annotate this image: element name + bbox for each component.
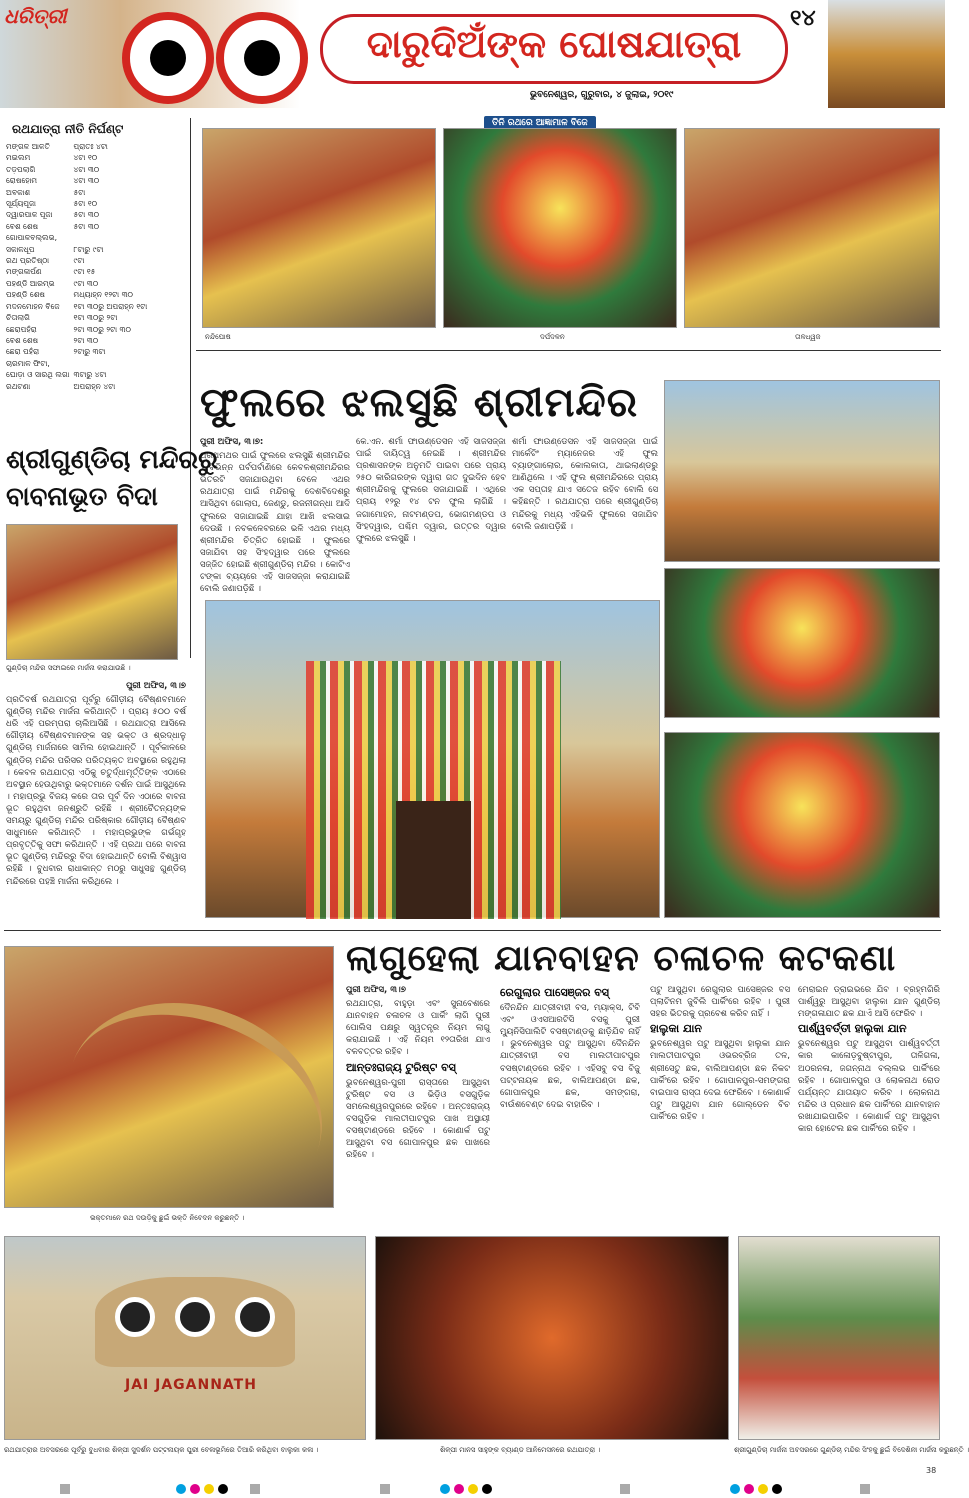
schedule-row (4, 381, 149, 392)
masthead-right-art (828, 0, 945, 108)
schedule-time: ୪ଟା ୩୦ (73, 176, 100, 186)
photo-foreign-devotee-lion (738, 1236, 940, 1440)
story3-col4-text: ମେରାଇନ ଡ୍ରାଇଭରେ ଯିବ । ବ୍ରହ୍ମଗିରି ପାର୍ଶ୍ୱରୁ ଆସୁଥିବା ହାଲୁକା ଯାନ ଗୁଣ୍ଡିଚା ମଙ୍ଗଳାଯାତ ଛକ ଯାଏଁ ଆସି ଫେରିବ । (798, 985, 940, 1020)
story3-sub2: ରେଗୁଲାର ପାସେଞ୍ଜର ବସ୍ (500, 986, 609, 999)
sidebar-divider (190, 118, 191, 658)
schedule-ritual: ଅବକାଶ (6, 187, 31, 197)
mid-divider (4, 930, 941, 931)
story3-sub4: ପାର୍ଶ୍ୱବର୍ତ୍ତୀ ହାଲୁକା ଯାନ (798, 1022, 907, 1036)
story1-col2 (356, 436, 506, 596)
schedule-row (4, 175, 149, 186)
story1-col1-text: ପ୍ରଥମଥର ପାଇଁ ଫୁଲରେ ଝଲସୁଛି ଶ୍ରୀମନ୍ଦିର । ବିଭିନ୍ନ ପର୍ବପର୍ବାଣିରେ କେବଳଶ୍ରୀମନ୍ଦିରର ଭିତରଟି ସଜାଯାଉଥିବା ବେଳେ ଏଥର ରଥଯାତ୍ରା ପାଇଁ ମନ୍ଦିରକୁ ଦେଶବିଦେଶରୁ ଆସିଥିବା ଗୋଲାପ, ଜେଣ୍ଡୁ, ରଜନୀଗନ୍ଧା ଆଦି ଫୁଲରେ ସଜାଯାଇଛି ଯାହା ଆଖି ଝଲସାଇ ଦେଉଛି । ନବକଳେବରରେ ଭଳି ଏଥର ମଧ୍ୟ ଶ୍ରୀମନ୍ଦିର ଚିତ୍ରିତ ହୋଇଛି । ଫୁଲରେ ସଜାଯିବା ସହ ସିଂହଦ୍ୱାର ପରେ ଫୁଲରେ ସଜ୍ଜିତ ହୋଇଛି ଶ୍ରୀଗୁଣ୍ଡିଚା ମନ୍ଦିର । କୋଟିଏ ଟଙ୍କା ବ୍ୟୟରେ ଏହି ସାଜସଜ୍ଜା କରାଯାଇଛି ବୋଲି ଜଣାପଡ଼ିଛି । (200, 451, 350, 595)
schedule-row (4, 209, 149, 220)
story2-body-text: ପ୍ରତିବର୍ଷ ରଥଯାତ୍ରା ପୂର୍ବରୁ ଗୌଡ଼ୀୟ ବୈଷ୍ଣବମାନେ ଗୁଣ୍ଡିଚା ମନ୍ଦିର ମାର୍ଜନା କରିଥାନ୍ତି । ପ୍ରାୟ ୫୦୦ ବର୍ଷ ଧରି ଏହି ପରମ୍ପରା ଚାଲିଆସିଛି । ରଥଯାତ୍ରା ଆସିଲେ ଗୌଡ଼ୀୟ ବୈଷ୍ଣବମାନଙ୍କ ସହ ଭକ୍ତ ଓ ଶ୍ରଦ୍ଧାଳୁ ଗୁଣ୍ଡିଚା ମାର୍ଜନାରେ ସାମିଲ ହୋଇଥାନ୍ତି । ପୂର୍ବକାଳରେ ଗୁଣ୍ଡିଚା ମନ୍ଦିର ପରିସର ପରିତ୍ୟକ୍ତ ଅବସ୍ଥାରେ ରହୁଥିଲା । କେବଳ ରଥଯାତ୍ରା ଏଠିକୁ ଚତୁର୍ଦ୍ଧାମୂର୍ତ୍ତିଙ୍କ ଏଠାରେ ଅବସ୍ଥାନ ହେଉଥିବାରୁ ଭକ୍ତମାନେ ଦର୍ଶନ ପାଇଁ ଆସୁଥିଲେ । ମହାପ୍ରଭୁ ବିଜୟ କରେ ତାର ପୂର୍ବ ଦିନ ଏଠାରେ ବାବନା ଭୂତ ରହୁଥିବା ଜନଶ୍ରୁତି ରହିଛି । ଶ୍ରୀଚୈତନ୍ୟଙ୍କ ସମୟରୁ ଗୁଣ୍ଡିଚା ମନ୍ଦିର ପରିଷ୍କାର ଗୌଡ଼ୀୟ ବୈଷ୍ଣବ ସାଧୁମାନେ କରିଥାନ୍ତି । ମହାପ୍ରଭୁଙ୍କ ଗର୍ଭଗୃହ ପ୍ରବୃତ୍ତିକୁ ସଫା କରିଥାନ୍ତି । ଏହି ପ୍ରଥା ପରେ ବାବନା ଭୂତ ଗୁଣ୍ଡିଚା ମନ୍ଦିରରୁ ବିଦା ହୋଇଥାନ୍ତି ବୋଲି ବିଶ୍ୱାସ ରହିଛି । ବୁଧବାର ରାଧାକାନ୍ତ ମଠରୁ ସାଧୁସନ୍ଥ ଗୁଣ୍ଡିଚା ମନ୍ଦିରରେ ପହଞ୍ଚି ମାର୍ଜନା କରିଥିଲେ । (6, 695, 186, 887)
schedule-row (4, 358, 149, 369)
registration-marks (0, 1480, 945, 1498)
caption-nandighosa: ନନ୍ଦିଘୋଷ (205, 333, 231, 341)
masthead-title: ଦାରୁଦିଅଁଙ୍କ ଘୋଷଯାତ୍ରା (366, 22, 742, 66)
schedule-row (4, 312, 149, 323)
story3-dateline: ପୁରୀ ଅଫିସ, ୩।୭ (346, 985, 406, 995)
story3-col2-text: ଦୈନନ୍ଦିନ ଯାତ୍ରୀବାହୀ ବସ, ମ୍ୟାକ୍ସ, ଟିବି ଏବଂ ଓଏସଆରଟିସି ବସକୁ ପୁରୀ ମ୍ୟୁନିସିପାଲିଟି ବସଷ୍ଟାଣ୍ଡକୁ ଛାଡ଼ିଯିବ ନାହିଁ । ଭୁବନେଶ୍ୱର ପଟୁ ଆସୁଥିବା ଦୈନନ୍ଦିନ ଯାତ୍ରୀବାହୀ ବସ ମାଲତୀପାଟପୁର ବସଷ୍ଟାଣ୍ଡରେ ରହିବ । ଏହିସବୁ ବସ ବିଜୁ ପଟ୍ଟନାୟକ ଛକ, ବାଲିଆପଣ୍ଡା ଛକ, ଗୋପାଳପୁର ଛକ, ସମଙ୍ଗରା, ବାଉଁଶବେଣ୍ଟ ଦେଇ ବାହାରିବ । (500, 1003, 640, 1110)
schedule-row (4, 346, 149, 357)
page-number: ୧୪ (790, 6, 816, 31)
schedule-time: ମଧ୍ୟାହ୍ନ ୧୨ଟା ୩୦ (73, 290, 134, 300)
caption-rope-devotees: ଭକ୍ତମାନେ ରଥ ଦଉଡ଼ିକୁ ଛୁଇଁ ଭକ୍ତି ନିବେଦନ କରୁଛନ୍ତି । (90, 1214, 245, 1222)
schedule-row (4, 324, 149, 335)
schedule-row (4, 266, 149, 277)
schedule-ritual: ରୋଷହୋମ (6, 176, 38, 186)
schedule-row (4, 244, 149, 255)
schedule-ritual: ଘୋଡ଼ା ଓ ସାରଥି ଲଗା (6, 370, 70, 380)
schedule-ritual: ଦ୍ୱାରପାଳ ପୂଜା (6, 210, 53, 220)
caption-gundicha-cleaning: ଗୁଣ୍ଡିଚା ମନ୍ଦିର ସଫାଇରେ ମାର୍ଜନା କରାଯାଉଛି । (6, 664, 131, 672)
schedule-time: ୯ଟା ୧୫ (73, 267, 96, 277)
story1-headline: ଫୁଲରେ ଝଲସୁଛି ଶ୍ରୀମନ୍ଦିର (200, 380, 639, 426)
dateline: ଭୁବନେଶ୍ୱର, ଗୁରୁବାର, ୪ ଜୁଲାଇ, ୨୦୧୯ (530, 90, 674, 100)
schedule-time: ପ୍ରାତଃ ୪ଟା (73, 142, 108, 151)
schedule-ritual: ତଡ଼ପଲାଗି (6, 164, 36, 174)
schedule-ritual: ପହଣ୍ଡି ଆରମ୍ଭ (6, 278, 55, 288)
page-folio: 38 (926, 1466, 937, 1475)
schedule-ritual: ସକାଳଧୂପ (6, 244, 35, 254)
top-photos-divider (196, 350, 941, 351)
schedule-row (4, 198, 149, 209)
story1-col3-text: ଶର୍ମା ଫାଉଣ୍ଡେସନ ଏହି ସାଜସଜ୍ଜା ପାଇଁ ମାର୍କେଟିଂ ମ୍ୟାନେଜର ଏହି ଫୁଲ ବ୍ୟାଙ୍ଗାଲୋର, କୋଲକାତା, ଥାଇଲାଣ୍ଡରୁ ଆଣିଥିଲେ । ଏହି ଫୁଲ ଶ୍ରୀମନ୍ଦିରରେ ପ୍ରାୟ ଏକ ସପ୍ତାହ ଯାଏ ସତେଜ ରହିବ ବୋଲି ସେ କହିଛନ୍ତି । ରଥଯାତ୍ରା ପରେ ଶ୍ରୀଗୁଣ୍ଡିଚା ମନ୍ଦିରକୁ ମଧ୍ୟ ଏହିଭଳି ଫୁଲରେ ସଜାଯିବ ବୋଲି ଜଣାପଡ଼ିଛି । (512, 437, 658, 532)
schedule-ritual: ମଙ୍ଗଳାର୍ପଣ (6, 267, 42, 277)
story1-col2-text: କେ.ଏନ. ଶର୍ମା ଫାଉଣ୍ଡେସନ ଏହି ସାଜସଜ୍ଜା ପାଇଁ ଦାୟିତ୍ୱ ନେଇଛି । ଶ୍ରୀମନ୍ଦିର ପ୍ରଶାସନଙ୍କ ଅନୁମତି ପାଇବା ପରେ ପ୍ରାୟ ୨୫୦ କାରିଗରଙ୍କ ଦ୍ୱାରା ଗତ ଦୁଇଦିନ ହେବ ଶ୍ରୀମନ୍ଦିରକୁ ଫୁଲରେ ସଜାଯାଇଛି । ଏଥିରେ ପ୍ରାୟ ୧୨ରୁ ୧୪ ଟନ ଫୁଲ ଲାଗିଛି । ଜଗାମୋହନ, ନାଟମଣ୍ଡପ, ଭୋଗମଣ୍ଡପ ଓ ସିଂହଦ୍ୱାର, ପଶ୍ଚିମ ଦ୍ୱାର, ଉତ୍ତର ଦ୍ୱାର ଫୁଲରେ ଝଲସୁଛି । (356, 437, 506, 544)
schedule-ritual: ପହଣ୍ଡି ଶେଷ (6, 290, 45, 300)
schedule-row (4, 289, 149, 300)
schedule-ritual: ସୂର୍ଯ୍ୟପୂଜା (6, 199, 37, 209)
caption-darpadalana: ଦର୍ପଦଳନ (540, 333, 565, 341)
story2-headline-line2: ବାବନାଭୂତ ବିଦା (6, 482, 158, 512)
schedule-time: ୧ଟା ୩୦ରୁ ୨ଟା (73, 313, 118, 323)
caption-sand-art: ରଥଯାତ୍ରାର ଅବସରରେ ପୂର୍ବରୁ ବୁଧବାର ଶିଳ୍ପୀ ସୁଦର୍ଶନ ପଟ୍ଟନାୟକ ପୁରୀ ବେଳାଭୂମିରେ ତିଆରି କରିଥିବା ବାଲୁକା କଳା । (4, 1446, 319, 1454)
story2-dateline: ପୁରୀ ଅଫିସ, ୩।୭ (126, 681, 186, 691)
schedule-row (4, 232, 149, 243)
schedule-ritual: ମଇଲମ (6, 153, 31, 163)
story1-col1 (200, 436, 350, 596)
schedule-time: ୪ଟା ୩୦ (73, 164, 100, 174)
schedule-box (4, 118, 186, 430)
schedule-row (4, 187, 149, 198)
story2-body (6, 680, 186, 908)
photo-sand-art (4, 1236, 366, 1440)
schedule-time (72, 358, 150, 369)
schedule-time: ୨ଟା ୩୦ (73, 335, 99, 345)
schedule-time: ୨ଟା ୩୦ରୁ ୨ଟା ୩୦ (73, 324, 132, 334)
schedule-time: ୫ଟା ୩୦ (73, 221, 100, 231)
photo-taladhwaja (684, 128, 940, 328)
story3-col3b-text: ଭୁବନେଶ୍ୱର ପଟୁ ଆସୁଥିବା ହାଲୁକା ଯାନ ମାଲତୀପାଟପୁର ଓଭରବ୍ରିଜ ତଳ, ଶ୍ରୀସେତୁ ଛକ, ବାଲିଆପଣ୍ଡା ଛକ ନିକଟ ପାର୍କିଂରେ ରହିବ । ଗୋପାଳପୁର-ସମଙ୍ଗରା ବାଇପାସ ରାସ୍ତା ଦେଇ ଫେରିବେ । କୋଣାର୍କ ପଟୁ ଆସୁଥିବା ଯାନ ଗୋଲ୍ଡେନ ବିଚ ପାର୍କିଂରେ ରହିବ । (650, 1039, 790, 1122)
story3-col4 (798, 984, 940, 1222)
story3-col3 (650, 984, 790, 1222)
photo-gate-decorations (664, 568, 940, 718)
schedule-ritual: ରଥ ପ୍ରତିଷ୍ଠା (6, 256, 50, 266)
schedule-table (4, 141, 149, 392)
story3-headline: ଲାଗୁହେଲା ଯାନବାହନ ଚଳାଚଳ କଟକଣା (346, 938, 897, 979)
photo-darpadalana (443, 128, 677, 328)
schedule-row (4, 278, 149, 289)
schedule-time: ୫ଟା (73, 187, 86, 197)
schedule-row (4, 255, 149, 266)
story3-col1 (346, 984, 490, 1222)
caption-foreign-devotee: ଶ୍ରୀଗୁଣ୍ଡିଚା ମାର୍ଜନା ଅବସରରେ ଗୁଣ୍ଡିଚା ମନ୍ଦିର ସିଂହକୁ ଛୁଇଁ ବିଦେଶିନୀ ମାର୍ଜନା କରୁଛନ୍ତି । (734, 1446, 969, 1454)
story3-col1-text: ରଥଯାତ୍ରା, ବାହୁଡ଼ା ଏବଂ ସୁନାବେଶରେ ଯାନବାହନ ଚଳାଚଳ ଓ ପାର୍କିଂ ଲାଗି ପୁରୀ ପୋଲିସ ପକ୍ଷରୁ ସ୍ୱତନ୍ତ୍ର ନିୟମ ଲାଗୁ କରାଯାଇଛି । ଏହି ନିୟମ ୧୨ତାରିଖ ଯାଏ ବଳବତ୍ତର ରହିବ । (346, 999, 490, 1058)
story1-dateline: ପୁରୀ ଅଫିସ, ୩।୭: (200, 437, 264, 447)
schedule-row (4, 141, 149, 152)
schedule-ritual: ଛେରା ପହଁରା (6, 347, 40, 357)
masthead (0, 0, 945, 112)
schedule-time: ୫ଟା ୧୦ (73, 199, 98, 209)
schedule-time: ୫ଟା ୩୦ (73, 210, 100, 220)
photo-srimandir-exterior (664, 380, 940, 562)
schedule-time: ୩ଟାରୁ ୪ଟା (73, 370, 107, 380)
schedule-ritual: ଗୋପାଳବଲ୍ଲଭ, (6, 233, 58, 243)
schedule-row (4, 164, 149, 175)
caption-sand-animation: ଶିଳ୍ପୀ ମାନସ ସାହୁଙ୍କ ବ୍ୟାଣ୍ଡ ଆନିମେସନରେ ରଥଯାତ୍ରା । (440, 1446, 601, 1454)
story3-col2 (500, 984, 640, 1222)
story3-col1b-text: ଭୁବନେଶ୍ୱର-ପୁରୀ ରାସ୍ତାରେ ଆସୁଥିବା ଟୁରିଷ୍ଟ ବସ ଓ ଭିଡ଼ିଓ ବସଗୁଡ଼ିକ ସମଲେଶ୍ୱରପୁରରେ ରହିବେ । ଅନ୍ତଃରାଜ୍ୟ ବସଗୁଡ଼ିକ ମାଲତୀପାଟପୁର ପାଖ ଅସ୍ଥାୟୀ ବସଷ୍ଟାଣ୍ଡରେ ରହିବେ । କୋଣାର୍କ ପଟୁ ଆସୁଥିବା ବସ ଗୋପାଳପୁର ଛକ ପାଖରେ ରହିବେ । (346, 1077, 490, 1161)
jagannath-eyes-icon (120, 8, 310, 104)
schedule-ritual: ଚିତାଲାଗି (6, 313, 31, 323)
schedule-title: ରଥଯାତ୍ରା ନୀତି ନିର୍ଘଣ୍ଟ (12, 122, 124, 136)
schedule-ritual: ମଦନମୋହନ ବିଜେ (6, 301, 60, 311)
sand-art-text: JAI JAGANNATH (125, 1377, 257, 1393)
schedule-time: ୪ଟା ୧୦ (73, 153, 98, 163)
schedule-ritual: ମଙ୍ଗଳ ଆଳତି (6, 142, 50, 151)
schedule-ritual: ଛେରାପହଁରା (6, 324, 37, 334)
photo-rope-devotees (4, 946, 334, 1208)
photo-nandighosa (202, 128, 436, 328)
schedule-row (4, 369, 149, 380)
schedule-time: ୯ଟା ୩୦ (73, 278, 99, 288)
caption-taladhwaja: ତାଳଧ୍ୱଜ (795, 333, 821, 341)
photo-gundicha-cleaning (6, 524, 178, 660)
story3-sub1: ଆନ୍ତଃରାଜ୍ୟ ଟୁରିଷ୍ଟ ବସ୍ (346, 1060, 456, 1074)
photo-inner-sanctum-flowers (664, 732, 940, 918)
schedule-ritual: ବେଶ ଶେଷ (6, 335, 39, 345)
photo-sand-animation-artist (375, 1236, 729, 1440)
top-photos-banner: ତିନି ରଥରେ ଆଜ୍ଞାମାଳ ବିଜେ (484, 116, 596, 130)
schedule-row (4, 152, 149, 163)
schedule-ritual: ରଥଟଣା (6, 381, 31, 391)
schedule-time: ୮ଟାରୁ ୯ଟା (73, 244, 104, 254)
schedule-time: ଅପରାହ୍ନ ୪ଟା (73, 381, 116, 391)
schedule-row (4, 301, 149, 312)
story3-sub3: ହାଲୁକା ଯାନ (650, 1022, 702, 1036)
schedule-row (4, 335, 149, 346)
story3-col4b-text: ଭୁବନେଶ୍ୱର ପଟୁ ଆସୁଥିବା ପାର୍ଶ୍ୱବର୍ତ୍ତୀ କାର କାଳୋଡ଼ବୁଷ୍ଟାପୁର, ତାଳିଗଳା, ଅଠରନଳା, ଜଗନ୍ନାଥ ବଲ୍ଲଭ ପାର୍କିଂରେ ରହିବ । ଗୋପାଳପୁର ଓ ଲୋକନାଥ ରୋଡ ପର୍ଯ୍ୟନ୍ତ ଯାତାୟାତ କରିବ । ଲୋକନାଥ ମନ୍ଦିର ଓ ପ୍ରଧାନ ଛକ ପାର୍କିଂରେ ଯାନବାହାନ ରଖାଯାଇପାରିବ । କୋଣାର୍କ ପଟୁ ଆସୁଥିବା କାର ହୋଟେଲ ଛକ ପାର୍କିଂରେ ରହିବ । (798, 1039, 940, 1135)
brand-logo: ଧରିତ୍ରୀ (4, 4, 67, 28)
schedule-time (72, 232, 150, 243)
story2-headline-line1: ଶ୍ରୀଗୁଣ୍ଡିଚା ମନ୍ଦିରରୁ (6, 445, 218, 475)
story3-col3-text: ପଟୁ ଆସୁଥିବା ରେଗୁଲାର ପାସେଞ୍ଜର ବସ ପ୍ଲାଟିନମ ଜୁବିଲି ପାର୍କିଂରେ ରହିବ । ପୁରୀ ସହର ଭିତରକୁ ପ୍ରବେଶ କରିବ ନାହିଁ । (650, 985, 790, 1020)
photo-flower-decorated-temple (205, 600, 660, 918)
schedule-ritual: ବେଶ ଶେଷ (6, 221, 39, 231)
schedule-row (4, 221, 149, 232)
schedule-time: ୨ଟାରୁ ୩ଟା (73, 347, 106, 357)
schedule-ritual: ଚାରମାଳ ଫିଟା, (6, 358, 50, 368)
schedule-time: ୧ଟା ୩୦ରୁ ଅପରାହ୍ନ ୧ଟା (73, 301, 148, 311)
schedule-time: ୯ଟା (73, 256, 85, 266)
